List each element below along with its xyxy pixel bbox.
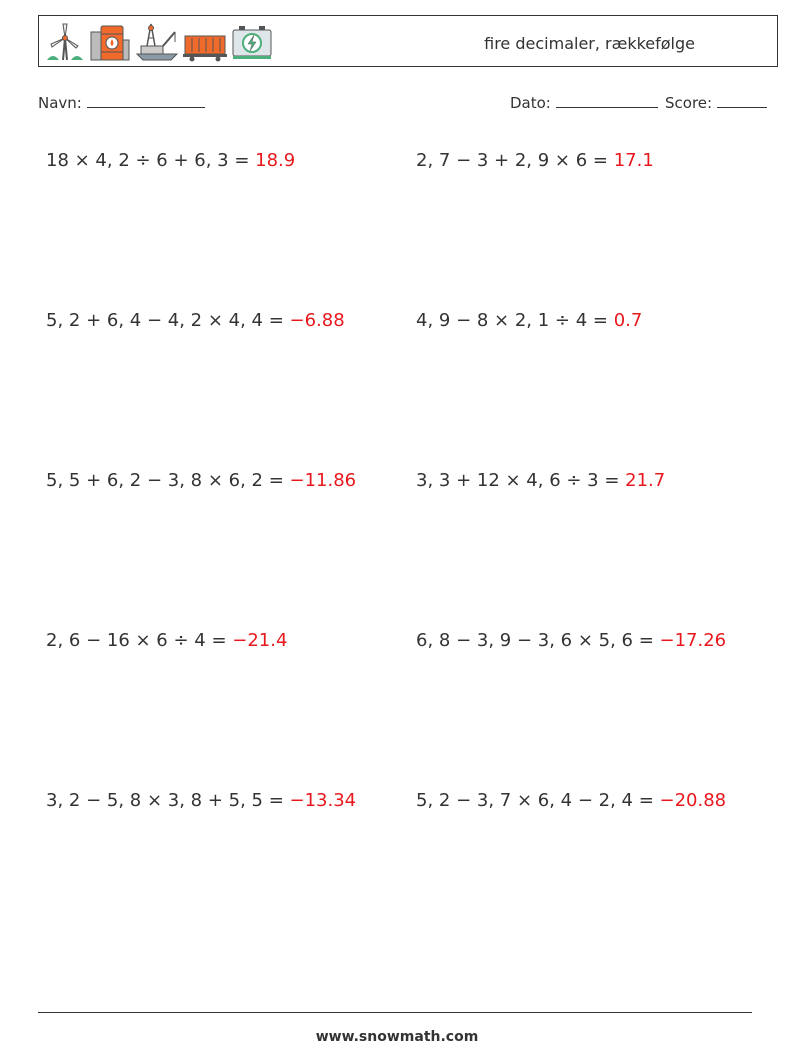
wind-turbine-icon bbox=[45, 22, 85, 62]
problem-expression: 2, 6 − 16 × 6 ÷ 4 = bbox=[46, 630, 233, 651]
problem-5 bbox=[46, 470, 356, 491]
problem-expression: 3, 3 + 12 × 4, 6 ÷ 3 = bbox=[416, 470, 626, 491]
problem-4 bbox=[416, 310, 642, 331]
problem-answer: 0.7 bbox=[613, 310, 643, 331]
problem-answer: −17.26 bbox=[659, 630, 727, 651]
problem-1 bbox=[46, 150, 295, 171]
oil-rig-icon bbox=[135, 22, 179, 62]
name-line[interactable] bbox=[87, 93, 205, 108]
score-label: Score: bbox=[665, 94, 713, 112]
problem-answer: −21.4 bbox=[232, 630, 288, 651]
date-label: Dato: bbox=[510, 94, 551, 112]
problem-expression: 3, 2 − 5, 8 × 3, 8 + 5, 5 = bbox=[46, 790, 290, 811]
footer-divider bbox=[38, 1012, 752, 1013]
name-label: Navn: bbox=[38, 94, 82, 112]
problem-expression: 2, 7 − 3 + 2, 9 × 6 = bbox=[416, 150, 614, 171]
problem-6 bbox=[416, 470, 665, 491]
header-icons bbox=[45, 20, 273, 62]
problem-expression: 18 × 4, 2 ÷ 6 + 6, 3 = bbox=[46, 150, 256, 171]
problem-2 bbox=[416, 150, 654, 171]
oil-barrel-icon bbox=[89, 22, 131, 62]
problem-expression: 5, 2 + 6, 4 − 4, 2 × 4, 4 = bbox=[46, 310, 290, 331]
problem-expression: 4, 9 − 8 × 2, 1 ÷ 4 = bbox=[416, 310, 614, 331]
problem-answer: −13.34 bbox=[289, 790, 357, 811]
problem-answer: 17.1 bbox=[613, 150, 654, 171]
problem-8 bbox=[416, 630, 726, 651]
problem-answer: −11.86 bbox=[289, 470, 357, 491]
worksheet-header bbox=[38, 15, 778, 67]
cargo-container-icon bbox=[183, 22, 227, 62]
battery-icon bbox=[231, 22, 273, 62]
problem-answer: −6.88 bbox=[289, 310, 345, 331]
problem-answer: −20.88 bbox=[659, 790, 727, 811]
problem-expression: 5, 5 + 6, 2 − 3, 8 × 6, 2 = bbox=[46, 470, 290, 491]
problem-3 bbox=[46, 310, 345, 331]
date-field bbox=[510, 93, 658, 112]
name-field bbox=[38, 93, 205, 112]
problem-answer: 18.9 bbox=[255, 150, 296, 171]
problem-7 bbox=[46, 630, 287, 651]
worksheet-title: fire decimaler, rækkefølge bbox=[484, 34, 695, 53]
problem-expression: 6, 8 − 3, 9 − 3, 6 × 5, 6 = bbox=[416, 630, 660, 651]
problem-9 bbox=[46, 790, 356, 811]
problem-answer: 21.7 bbox=[625, 470, 666, 491]
score-line[interactable] bbox=[717, 93, 767, 108]
problem-expression: 5, 2 − 3, 7 × 6, 4 − 2, 4 = bbox=[416, 790, 660, 811]
date-line[interactable] bbox=[556, 93, 658, 108]
problem-10 bbox=[416, 790, 726, 811]
score-field bbox=[665, 93, 767, 112]
footer-url: www.snowmath.com bbox=[315, 1029, 479, 1045]
